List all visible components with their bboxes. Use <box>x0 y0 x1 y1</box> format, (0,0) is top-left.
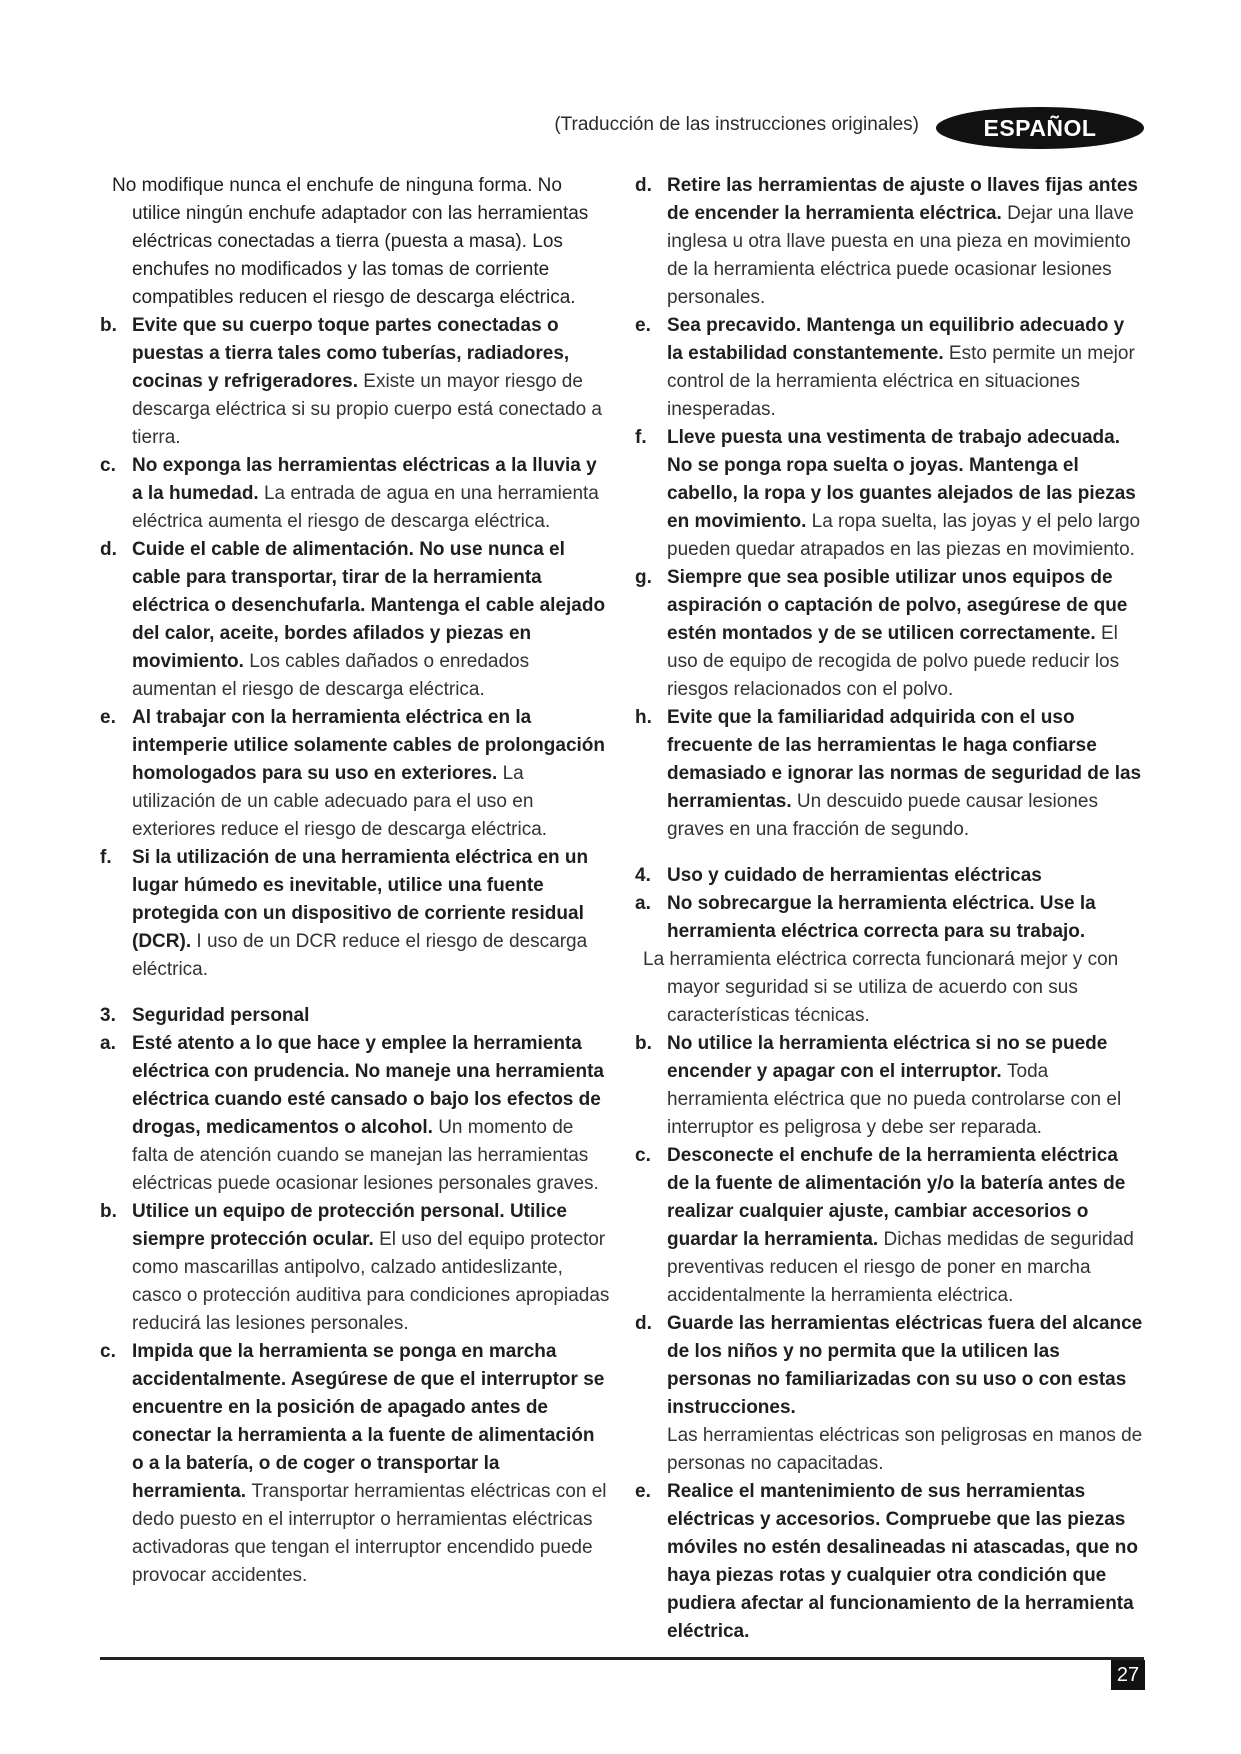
list-item <box>635 1478 1145 1646</box>
item-body: Existe un mayor riesgo de descarga eléctrica si su propio cuerpo está conectado a tierra. <box>132 371 602 448</box>
item-lead: Al trabajar con la herramienta eléctrica en la intemperie utilice solamente cables de prolongación homologados para su uso en exteriores. <box>132 707 606 784</box>
header-subtitle: (Traducción de las instrucciones originales) <box>554 114 919 135</box>
item-lead: Cuide el cable de alimentación. No use nunca el cable para transportar, tirar de la herramienta eléctrica o desenchufarla. Mantenga el cable alejado del calor, aceite, bordes afilados y piezas en movimiento. <box>132 539 606 672</box>
list-item <box>635 704 1145 844</box>
item-lead: No exponga las herramientas eléctricas a la lluvia y a la humedad. <box>132 455 597 504</box>
list-item <box>635 1030 1145 1142</box>
list-item <box>100 704 610 844</box>
list-item <box>635 890 1145 946</box>
footer-rule <box>100 1657 1144 1660</box>
item-body: Un momento de falta de atención cuando se manejan las herramientas eléctricas puede ocasionar lesiones personales graves. <box>132 1117 599 1194</box>
item-lead: No modifique nunca el enchufe de ninguna forma. No utilice ningún enchufe adaptador con las herramientas eléctricas conectadas a tierra (puesta a masa). <box>112 175 589 252</box>
item-body: La ropa suelta, las joyas y el pelo largo pueden quedar atrapados en las piezas en movimiento. <box>667 511 1141 560</box>
item-letter: e. <box>635 315 651 336</box>
item-lead: Evite que su cuerpo toque partes conectadas o puestas a tierra tales como tuberías, radiadores, cocinas y refrigeradores. <box>132 315 570 392</box>
section-title: Uso y cuidado de herramientas eléctricas <box>667 865 1042 886</box>
item-letter: a. <box>100 1033 116 1054</box>
item-letter: e. <box>100 707 116 728</box>
item-lead: Realice el mantenimiento de sus herramientas eléctricas y accesorios. Compruebe que las piezas móviles no estén desalineadas ni atascadas, que no haya piezas rotas y cualquier otra condición que pudiera afectar al funcionamiento de la herramienta eléctrica. <box>667 1481 1138 1642</box>
list-item <box>100 312 610 452</box>
item-letter: g. <box>635 567 652 588</box>
language-badge: ESPAÑOL <box>936 107 1144 149</box>
item-body: La entrada de agua en una herramienta eléctrica aumenta el riesgo de descarga eléctrica. <box>132 483 599 532</box>
list-item <box>635 1142 1145 1310</box>
list-item <box>635 424 1145 564</box>
item-body: Toda herramienta eléctrica que no pueda controlarse con el interruptor es peligrosa y debe ser reparada. <box>667 1061 1122 1138</box>
item-body: Los cables dañados o enredados aumentan el riesgo de descarga eléctrica. <box>132 651 530 700</box>
list-item <box>635 312 1145 424</box>
item-letter: f. <box>100 847 112 868</box>
item-body: El uso de equipo de recogida de polvo puede reducir los riesgos relacionados con el polvo. <box>667 623 1120 700</box>
item-body: Las herramientas eléctricas son peligrosas en manos de personas no capacitadas. <box>667 1425 1143 1474</box>
item-lead: Desconecte el enchufe de la herramienta eléctrica de la fuente de alimentación y/o la batería antes de realizar cualquier ajuste, cambiar accesorios o guardar la herramienta. <box>667 1145 1126 1250</box>
list-item <box>635 172 1145 312</box>
item-lead: No utilice la herramienta eléctrica si no se puede encender y apagar con el interruptor. <box>667 1033 1108 1082</box>
item-lead: No sobrecargue la herramienta eléctrica. Use la herramienta eléctrica correcta para su trabajo. <box>667 893 1096 942</box>
item-body: I uso de un DCR reduce el riesgo de descarga eléctrica. <box>132 931 588 980</box>
item-lead: Esté atento a lo que hace y emplee la herramienta eléctrica con prudencia. No maneje una herramienta eléctrica cuando esté cansado o bajo los efectos de drogas, medicamentos o alcohol. <box>132 1033 604 1138</box>
list-item <box>100 1198 610 1338</box>
item-lead: Sea precavido. Mantenga un equilibrio adecuado y la estabilidad constantemente. <box>667 315 1125 364</box>
list-item <box>100 452 610 536</box>
list-item <box>635 564 1145 704</box>
list-item <box>100 844 610 984</box>
item-letter: b. <box>100 315 117 336</box>
list-item <box>100 1338 610 1590</box>
section-heading <box>100 1002 610 1030</box>
list-item <box>100 1030 610 1198</box>
item-body: Esto permite un mejor control de la herramienta eléctrica en situaciones inesperadas. <box>667 343 1135 420</box>
item-letter: h. <box>635 707 652 728</box>
item-body: Dejar una llave inglesa u otra llave puesta en una pieza en movimiento de la herramienta eléctrica puede ocasionar lesiones personales. <box>667 203 1134 308</box>
item-letter: b. <box>635 1033 652 1054</box>
item-lead: Impida que la herramienta se ponga en marcha accidentalmente. Asegúrese de que el interruptor se encuentre en la posición de apagado antes de conectar la herramienta a la fuente de alimentación o a la batería, o de coger o transportar la herramienta. <box>132 1341 605 1502</box>
list-item <box>100 172 610 312</box>
item-lead: Utilice un equipo de protección personal. Utilice siempre protección ocular. <box>132 1201 567 1250</box>
section-title: Seguridad personal <box>132 1005 310 1026</box>
page-number: 27 <box>1111 1660 1145 1690</box>
section-heading <box>635 862 1145 890</box>
left-column <box>100 172 610 1590</box>
section-number: 4. <box>635 865 651 886</box>
item-body: La herramienta eléctrica correcta funcionará mejor y con mayor seguridad si se utiliza de acuerdo con sus características técnicas. <box>643 949 1119 1026</box>
item-body: El uso del equipo protector como mascarillas antipolvo, calzado antideslizante, casco o protección auditiva para condiciones apropiadas reducirá las lesiones personales. <box>132 1229 610 1334</box>
item-lead: Evite que la familiaridad adquirida con el uso frecuente de las herramientas le haga confiarse demasiado e ignorar las normas de seguridad de las herramientas. <box>667 707 1142 812</box>
item-letter: c. <box>100 455 116 476</box>
item-lead: Guarde las herramientas eléctricas fuera del alcance de los niños y no permita que la utilicen las personas no familiarizadas con su uso o con estas instrucciones. <box>667 1313 1143 1418</box>
item-lead: Si la utilización de una herramienta eléctrica en un lugar húmedo es inevitable, utilice una fuente protegida con un dispositivo de corriente residual (DCR). <box>132 847 589 952</box>
item-letter: a. <box>635 893 651 914</box>
item-lead: Retire las herramientas de ajuste o llaves fijas antes de encender la herramienta eléctrica. <box>667 175 1139 224</box>
item-letter: f. <box>635 427 647 448</box>
list-item <box>635 1310 1145 1422</box>
item-letter: d. <box>100 539 117 560</box>
item-body: Dichas medidas de seguridad preventivas reducen el riesgo de poner en marcha accidentalmente la herramienta eléctrica. <box>667 1229 1134 1306</box>
right-column <box>635 172 1145 1646</box>
item-letter: b. <box>100 1201 117 1222</box>
item-letter: c. <box>100 1341 116 1362</box>
item-lead: Siempre que sea posible utilizar unos equipos de aspiración o captación de polvo, asegúrese de que estén montados y de se utilicen correctamente. <box>667 567 1128 644</box>
section-number: 3. <box>100 1005 116 1026</box>
item-letter: d. <box>635 1313 652 1334</box>
item-letter: c. <box>635 1145 651 1166</box>
item-body: Los enchufes no modificados y las tomas de corriente compatibles reducen el riesgo de descarga eléctrica. <box>132 231 576 308</box>
item-body: La utilización de un cable adecuado para el uso en exteriores reduce el riesgo de descarga eléctrica. <box>132 763 548 840</box>
item-body: Un descuido puede causar lesiones graves en una fracción de segundo. <box>667 791 1098 840</box>
list-item <box>100 536 610 704</box>
item-letter: d. <box>635 175 652 196</box>
item-body: Transportar herramientas eléctricas con el dedo puesto en el interruptor o herramientas eléctricas activadoras que tengan el interruptor encendido puede provocar accidentes. <box>132 1481 607 1586</box>
item-letter: e. <box>635 1481 651 1502</box>
item-lead: Lleve puesta una vestimenta de trabajo adecuada. No se ponga ropa suelta o joyas. Mantenga el cabello, la ropa y los guantes alejados de las piezas en movimiento. <box>667 427 1136 532</box>
